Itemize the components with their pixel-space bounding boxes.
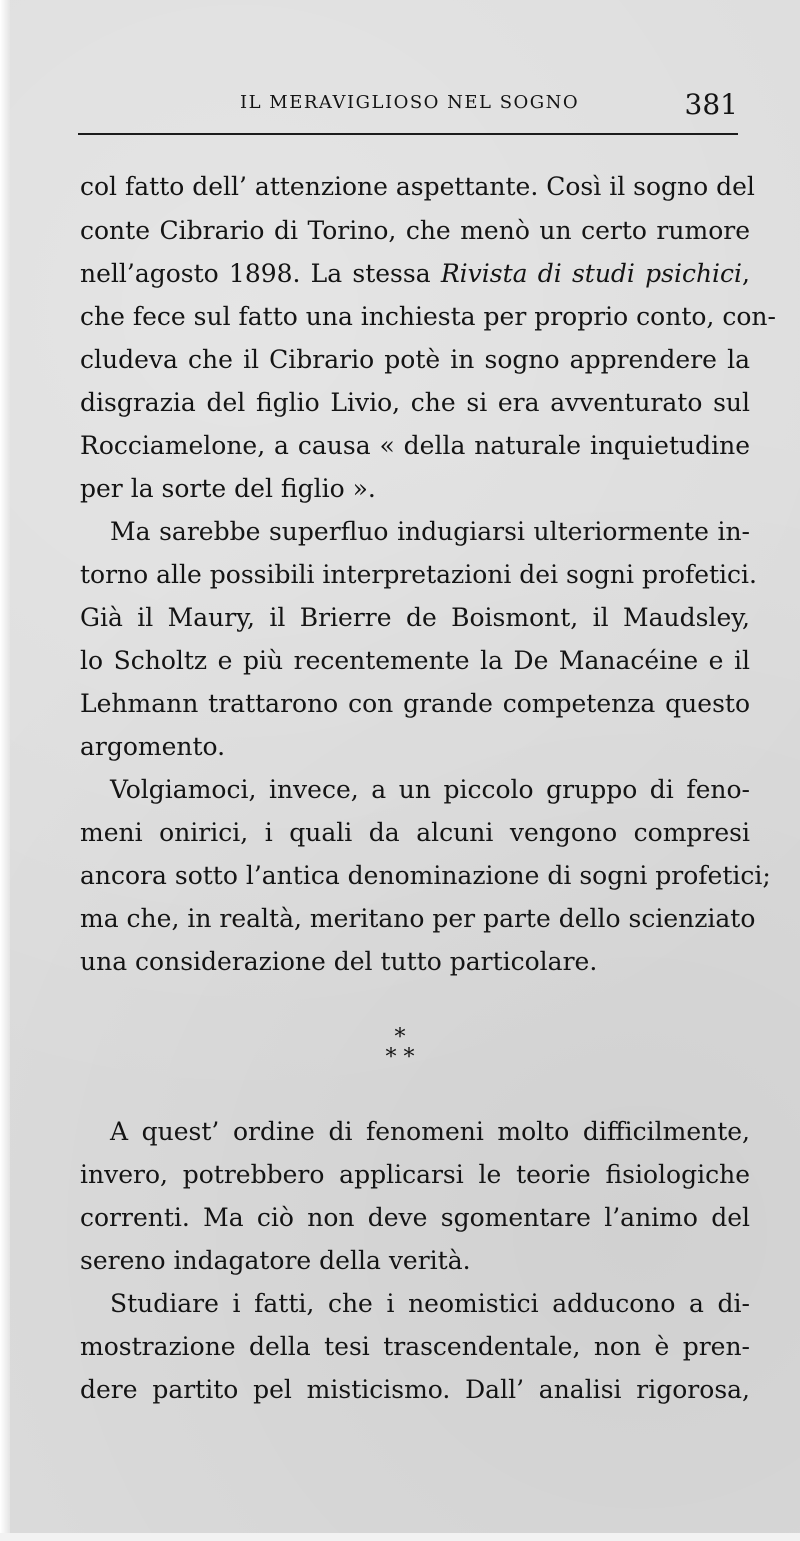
section-separator-top-star: *	[394, 1025, 406, 1050]
paragraph-1-line-7: Rocciamelone, a causa « della naturale inquietudine	[80, 431, 750, 460]
paragraph-5-line-1: Studiare i fatti, che i neomistici adducono a di-	[110, 1289, 750, 1318]
journal-title: Rivista di studi psichici	[440, 259, 743, 288]
paragraph-1-line-6: disgrazia del figlio Livio, che si era avventurato sul	[80, 388, 750, 417]
paragraph-3-line-5: una considerazione del tutto particolare.	[80, 947, 598, 976]
paragraph-1-line-4: che fece sul fatto una inchiesta per proprio conto, con-	[80, 302, 776, 331]
paragraph-1-line-5: cludeva che il Cibrario potè in sogno apprendere la	[80, 345, 750, 374]
paragraph-1-line-8: per la sorte del figlio ».	[80, 474, 376, 503]
paragraph-2-line-4: lo Scholtz e più recentemente la De Manacéine e il	[80, 646, 750, 675]
paragraph-3-line-1: Volgiamoci, invece, a un piccolo gruppo di feno-	[110, 775, 750, 804]
paragraph-4-line-2: invero, potrebbero applicarsi le teorie fisiologiche	[80, 1160, 750, 1189]
paragraph-5-line-3: dere partito pel misticismo. Dall’ analisi rigorosa,	[80, 1375, 750, 1404]
running-head: IL MERAVIGLIOSO NEL SOGNO	[240, 92, 580, 113]
section-separator-bottom-stars: * *	[385, 1045, 415, 1070]
paragraph-2-line-1: Ma sarebbe superfluo indugiarsi ulteriormente in-	[110, 517, 750, 546]
paragraph-1-line-1: col fatto dell’ attenzione aspettante. Così il sogno del	[80, 172, 755, 201]
line-3-comma: ,	[742, 259, 750, 288]
header-rule	[78, 133, 738, 135]
paragraph-2-line-5: Lehmann trattarono con grande competenza questo	[80, 689, 750, 718]
paragraph-3-line-2: meni onirici, i quali da alcuni vengono compresi	[80, 818, 750, 847]
page-left-edge	[0, 0, 10, 1541]
paragraph-3-line-4: ma che, in realtà, meritano per parte dello scienziato	[80, 904, 756, 933]
paragraph-3-line-3: ancora sotto l’antica denominazione di sogni profetici;	[80, 861, 771, 890]
paragraph-1-line-2: conte Cibrario di Torino, che menò un certo rumore	[80, 216, 750, 245]
line-3-text: nell’agosto 1898. La stessa	[80, 259, 441, 288]
paragraph-5-line-2: mostrazione della tesi trascendentale, non è pren-	[80, 1332, 750, 1361]
paragraph-2-line-3: Già il Maury, il Brierre de Boismont, il Maudsley,	[80, 603, 750, 632]
paragraph-4-line-3: correnti. Ma ciò non deve sgomentare l’animo del	[80, 1203, 750, 1232]
paragraph-4-line-4: sereno indagatore della verità.	[80, 1246, 471, 1275]
paragraph-4-line-1: A quest’ ordine di fenomeni molto difficilmente,	[110, 1117, 750, 1146]
paragraph-2-line-2: torno alle possibili interpretazioni dei sogni profetici.	[80, 560, 757, 589]
page-bottom-edge	[0, 1533, 800, 1541]
paragraph-1-line-3	[80, 259, 750, 289]
paragraph-2-line-6: argomento.	[80, 732, 226, 761]
page-number: 381	[684, 88, 738, 121]
